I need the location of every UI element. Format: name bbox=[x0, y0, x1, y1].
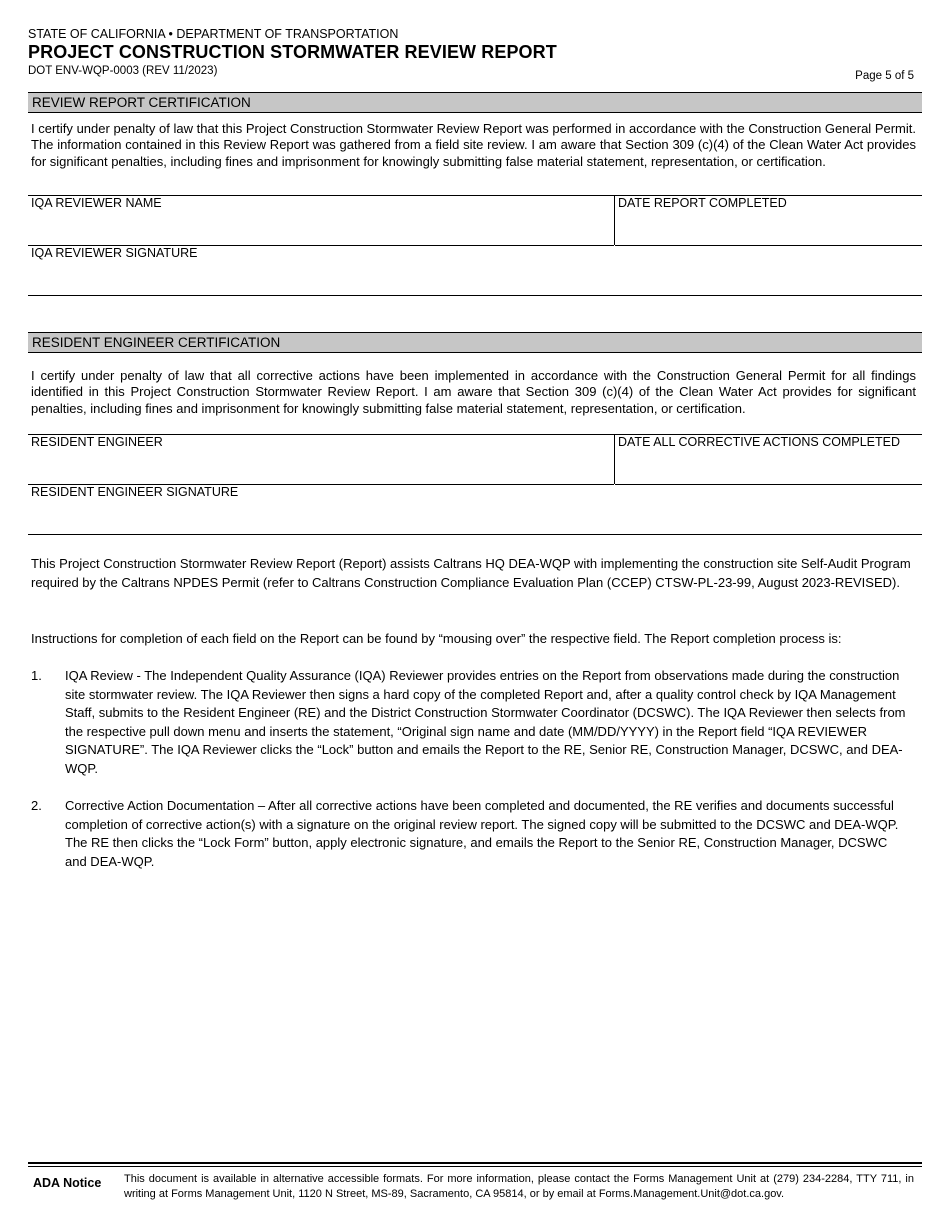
resident-engineer-field[interactable] bbox=[28, 434, 614, 485]
iqa-reviewer-signature-label: IQA REVIEWER SIGNATURE bbox=[31, 246, 198, 260]
resident-engineer-label: RESIDENT ENGINEER bbox=[31, 435, 163, 449]
page-number: Page 5 of 5 bbox=[855, 70, 914, 82]
form-number: DOT ENV-WQP-0003 (REV 11/2023) bbox=[28, 65, 218, 77]
instructions-process-line: Instructions for completion of each field on the Report can be found by “mousing over” the respective field. The Report completion process is: bbox=[31, 631, 842, 646]
iqa-reviewer-name-field[interactable] bbox=[28, 195, 614, 246]
date-report-completed-label: DATE REPORT COMPLETED bbox=[618, 196, 787, 210]
date-report-completed-field[interactable] bbox=[615, 195, 922, 246]
ada-notice-text: This document is available in alternative accessible formats. For more information, please contact the Forms Management Unit at (279) 234-2284, TTY 711, in writing at Forms Management Unit, 1120 N Street, MS-89, Sacramento, CA 95814, or by email at Forms.Management.Unit@dot.ca.gov. bbox=[124, 1173, 914, 1200]
list-item-text: IQA Review - The Independent Quality Assurance (IQA) Reviewer provides entries on the Report from observations made during the construction site stormwater review. The IQA Reviewer then signs a hard copy of the completed Report and, after a quality control check by IQA Management Staff, submits to the Resident Engineer (RE) and the District Construction Stormwater Coordinator (DCSWC). The IQA Reviewer then selects from the respective pull down menu and inserts the statement, “Original sign name and date (MM/DD/YYYY) in the Report field “IQA REVIEWER SIGNATURE”. The IQA Reviewer clicks the “Lock” button and emails the Report to the RE, Senior RE, Construction Manager, DCSWC, and DEA-WQP. bbox=[65, 668, 906, 776]
list-item-number: 2. bbox=[31, 798, 42, 813]
re-cert-statement: I certify under penalty of law that all corrective actions have been implemented in accordance with the Construction General Permit for all findings identified in this Project Construction Stormwater Review Report. I am aware that Section 309 (c)(4) of the Clean Water Act provides for significant penalties, including fines and imprisonment for knowingly submitting false material statement, representation, or certification. bbox=[31, 368, 916, 416]
form-title: PROJECT CONSTRUCTION STORMWATER REVIEW REPORT bbox=[28, 42, 557, 62]
re-cert-heading: RESIDENT ENGINEER CERTIFICATION bbox=[28, 332, 922, 353]
iqa-reviewer-signature-field[interactable] bbox=[28, 245, 922, 296]
list-item-text: Corrective Action Documentation – After all corrective actions have been completed and documented, the RE verifies and documents successful completion of corrective action(s) with a signature on the original review report. The signed copy will be submitted to the DCSWC and DEA-WQP. The RE then clicks the “Lock Form” button, apply electronic signature, and emails the Report to the Senior RE, Construction Manager, DCSWC and DEA-WQP. bbox=[65, 798, 899, 869]
list-item-number: 1. bbox=[31, 668, 42, 683]
footer-divider bbox=[28, 1162, 922, 1164]
ada-notice-label: ADA Notice bbox=[33, 1176, 102, 1190]
date-corrective-actions-field[interactable] bbox=[615, 434, 922, 485]
iqa-reviewer-name-label: IQA REVIEWER NAME bbox=[31, 196, 162, 210]
review-cert-statement: I certify under penalty of law that this Project Construction Stormwater Review Report was performed in accordance with the Construction General Permit. The information contained in this Review Report was gathered from a field site review. I am aware that Section 309 (c)(4) of the Clean Water Act provides for significant penalties, including fines and imprisonment for knowingly submitting false material statement, representation, or certification. bbox=[31, 121, 916, 169]
instructions-intro: This Project Construction Stormwater Review Report (Report) assists Caltrans HQ DEA-WQP with implementing the construction site Self-Audit Program required by the Caltrans NPDES Permit (refer to Caltrans Construction Compliance Evaluation Plan (CCEP) CTSW-PL-23-99, August 2023-REVISED). bbox=[31, 556, 911, 590]
resident-engineer-signature-field[interactable] bbox=[28, 484, 922, 535]
resident-engineer-signature-label: RESIDENT ENGINEER SIGNATURE bbox=[31, 485, 239, 499]
review-cert-heading: REVIEW REPORT CERTIFICATION bbox=[28, 92, 922, 113]
footer-divider bbox=[28, 1166, 922, 1167]
date-corrective-actions-label: DATE ALL CORRECTIVE ACTIONS COMPLETED bbox=[618, 435, 901, 449]
agency-name: STATE OF CALIFORNIA • DEPARTMENT OF TRANSPORTATION bbox=[28, 27, 399, 41]
